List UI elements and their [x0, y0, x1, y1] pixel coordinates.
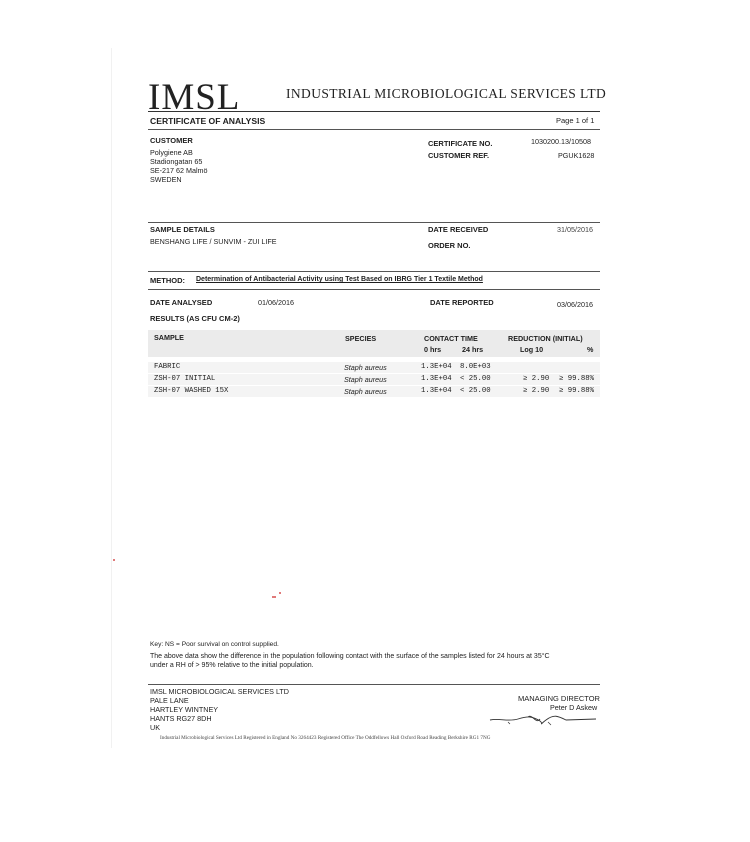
customer-ref-value: PGUK1628 — [558, 151, 595, 160]
notes-line: The above data show the difference in the population following contact with the surface of the samples listed for 24 hours at 35°C — [150, 653, 550, 660]
footer-rule — [148, 684, 600, 685]
signatory-role: MANAGING DIRECTOR — [518, 694, 600, 703]
method-label: METHOD: — [150, 276, 185, 285]
document-title: CERTIFICATE OF ANALYSIS — [150, 116, 266, 126]
address-line: HARTLEY WINTNEY — [150, 705, 219, 714]
row-species: Staph aureus — [344, 387, 387, 396]
company-name: INDUSTRIAL MICROBIOLOGICAL SERVICES LTD — [286, 86, 607, 101]
row-24hrs: < 25.00 — [460, 375, 491, 383]
row-0hrs: 1.3E+04 — [421, 375, 452, 383]
sample-details-label: SAMPLE DETAILS — [150, 225, 215, 234]
notes-line: under a RH of > 95% relative to the initial population. — [150, 662, 314, 669]
customer-line: SE-217 62 Malmö — [150, 166, 208, 175]
date-analysed-value: 01/06/2016 — [258, 298, 294, 307]
date-received-value: 31/05/2016 — [557, 225, 593, 234]
row-sample: ZSH-07 INITIAL — [154, 375, 216, 383]
key-note: Key: NS = Poor survival on control supplied. — [150, 641, 279, 648]
customer-line: SWEDEN — [150, 175, 182, 184]
col-percent: % — [587, 345, 594, 354]
col-contact-time: CONTACT TIME — [424, 334, 478, 343]
method-rule-top — [148, 271, 600, 272]
row-0hrs: 1.3E+04 — [421, 363, 452, 371]
header-rule — [148, 111, 600, 112]
certificate-no-label: CERTIFICATE NO. — [428, 139, 493, 148]
customer-ref-label: CUSTOMER REF. — [428, 151, 490, 160]
col-sample: SAMPLE — [154, 333, 184, 342]
row-log10: ≥ 2.90 — [523, 375, 550, 383]
imsl-logo: IMSL — [148, 77, 241, 118]
signatory-name: Peter D Askew — [550, 703, 598, 712]
row-24hrs: 8.0E+03 — [460, 363, 491, 371]
address-line: HANTS RG27 8DH — [150, 714, 212, 723]
customer-line: Polygiene AB — [150, 148, 193, 157]
sample-details-value: BENSHANG LIFE / SUNVIM - ZUI LIFE — [150, 237, 277, 246]
col-reduction: REDUCTION (INITIAL) — [508, 334, 583, 343]
title-rule — [148, 129, 600, 130]
row-log10: ≥ 2.90 — [523, 387, 550, 395]
method-rule-bottom — [148, 289, 600, 290]
sample-rule — [148, 222, 600, 223]
row-species: Staph aureus — [344, 363, 387, 372]
col-0hrs: 0 hrs — [424, 345, 442, 354]
results-title: RESULTS (AS CFU CM-2) — [150, 314, 240, 323]
row-percent: ≥ 99.88% — [559, 387, 595, 395]
col-log10: Log 10 — [520, 345, 544, 354]
address-line: IMSL MICROBIOLOGICAL SERVICES LTD — [150, 687, 289, 696]
address-line: UK — [150, 723, 160, 732]
date-received-label: DATE RECEIVED — [428, 225, 489, 234]
col-24hrs: 24 hrs — [462, 345, 484, 354]
order-no-label: ORDER NO. — [428, 241, 471, 250]
certificate-no-value: 1030200.13/10508 — [531, 137, 591, 146]
scan-speck — [113, 559, 115, 561]
row-24hrs: < 25.00 — [460, 387, 491, 395]
scan-speck — [272, 596, 276, 598]
row-percent: ≥ 99.88% — [559, 375, 595, 383]
customer-label: CUSTOMER — [150, 136, 193, 145]
address-line: PALE LANE — [150, 696, 189, 705]
row-species: Staph aureus — [344, 375, 387, 384]
signature — [488, 710, 600, 732]
method-value: Determination of Antibacterial Activity using Test Based on IBRG Tier 1 Textile Method — [196, 276, 483, 283]
date-reported-value: 03/06/2016 — [557, 300, 593, 309]
date-reported-label: DATE REPORTED — [430, 298, 494, 307]
customer-line: Stadiongatan 65 — [150, 157, 203, 166]
row-sample: FABRIC — [154, 363, 181, 371]
col-species: SPECIES — [345, 334, 377, 343]
registration-footer: Industrial Microbiological Services Ltd Registered in England No 3264423 Registered Office The Oddfellows Hall Oxford Road Reading Berkshire RG1 7NG — [160, 735, 491, 741]
row-0hrs: 1.3E+04 — [421, 387, 452, 395]
date-analysed-label: DATE ANALYSED — [150, 298, 213, 307]
page-number: Page 1 of 1 — [556, 116, 595, 125]
scan-speck — [279, 592, 281, 594]
row-sample: ZSH-07 WASHED 15X — [154, 387, 229, 395]
